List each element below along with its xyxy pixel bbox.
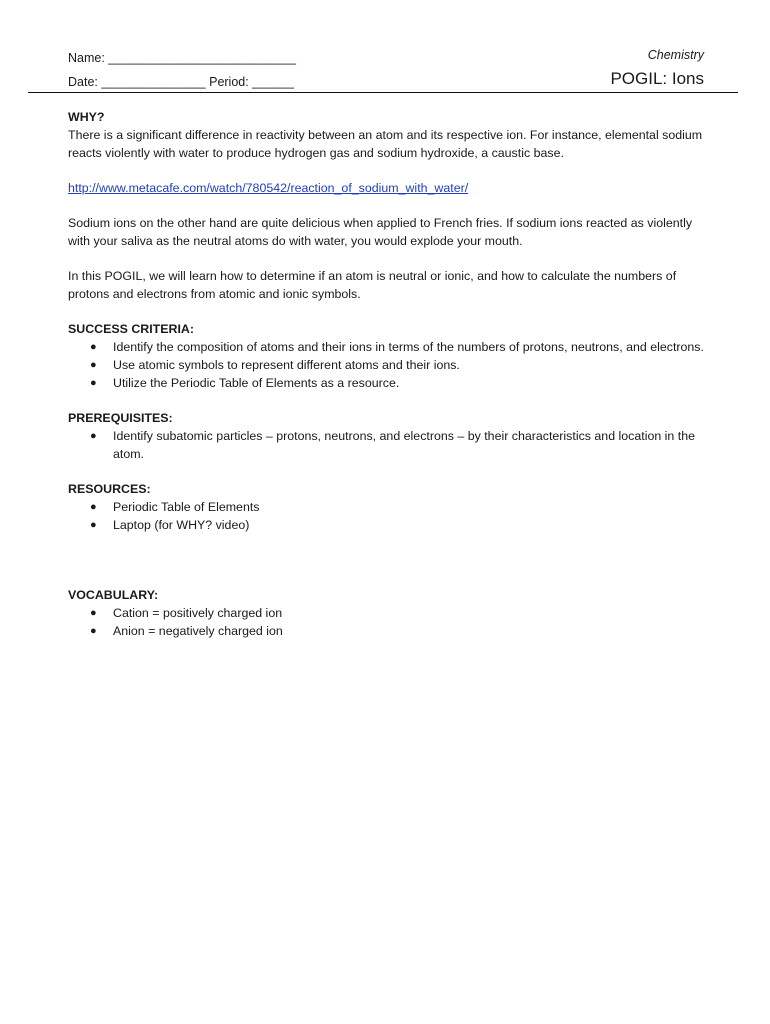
subject-label: Chemistry	[647, 48, 704, 62]
spacer	[68, 162, 704, 179]
list-item-text: Use atomic symbols to represent different atoms and their ions.	[113, 358, 460, 372]
list-item	[68, 427, 704, 463]
success-criteria-list	[68, 338, 704, 392]
worksheet-content	[68, 108, 704, 640]
bullet-icon: ●	[90, 430, 97, 442]
list-item-text: Identify subatomic particles – protons, neutrons, and electrons – by their characteristics and location in the atom.	[113, 429, 695, 461]
video-link-row	[68, 179, 704, 197]
spacer	[68, 534, 704, 586]
why-paragraph-1: There is a significant difference in reactivity between an atom and its respective ion. For instance, elemental sodium reacts violently with water to produce hydrogen gas and sodium hydroxide, a caustic base.	[68, 128, 703, 160]
list-item-text: Anion = negatively charged ion	[113, 624, 283, 638]
bullet-icon: ●	[90, 341, 97, 353]
list-item	[68, 338, 704, 356]
success-criteria-heading: SUCCESS CRITERIA:	[68, 322, 194, 336]
prerequisites-list	[68, 427, 704, 463]
list-item-text: Cation = positively charged ion	[113, 606, 283, 620]
why-paragraph-3: In this POGIL, we will learn how to determine if an atom is neutral or ionic, and how to calculate the numbers of protons and electrons from atomic and ionic symbols.	[68, 269, 677, 301]
spacer	[68, 392, 704, 409]
spacer	[68, 303, 704, 320]
list-item-text: Utilize the Periodic Table of Elements as a resource.	[113, 376, 400, 390]
vocabulary-heading: VOCABULARY:	[68, 588, 159, 602]
spacer	[68, 197, 704, 214]
prerequisites-heading: PREREQUISITES:	[68, 411, 173, 425]
header-title-block	[610, 46, 704, 92]
resources-list	[68, 498, 704, 534]
bullet-icon: ●	[90, 377, 97, 389]
worksheet-header	[68, 46, 704, 92]
bullet-icon: ●	[90, 501, 97, 513]
spacer	[68, 250, 704, 267]
student-info	[68, 46, 296, 94]
page-title: POGIL: Ions	[610, 69, 704, 88]
list-item-text: Periodic Table of Elements	[113, 500, 260, 514]
spacer	[68, 463, 704, 480]
resources-heading: RESOURCES:	[68, 482, 151, 496]
why-paragraph-2: Sodium ions on the other hand are quite delicious when applied to French fries. If sodium ions reacted as violently with your saliva as the neutral atoms do with water, you would explode your mouth.	[68, 216, 693, 248]
bullet-icon: ●	[90, 519, 97, 531]
list-item-text: Laptop (for WHY? video)	[113, 518, 250, 532]
vocabulary-list	[68, 604, 704, 640]
list-item	[68, 356, 704, 374]
list-item-text: Identify the composition of atoms and their ions in terms of the numbers of protons, neutrons, and electrons.	[113, 340, 704, 354]
bullet-icon: ●	[90, 359, 97, 371]
bullet-icon: ●	[90, 607, 97, 619]
header-divider	[28, 92, 738, 93]
video-link[interactable]: http://www.metacafe.com/watch/780542/reaction_of_sodium_with_water/	[68, 181, 469, 195]
name-line[interactable]: Name: ___________________________	[68, 51, 296, 65]
list-item	[68, 498, 704, 516]
list-item	[68, 374, 704, 392]
list-item	[68, 604, 704, 622]
list-item	[68, 516, 704, 534]
list-item	[68, 622, 704, 640]
date-period-line[interactable]: Date: _______________ Period: ______	[68, 75, 294, 89]
bullet-icon: ●	[90, 625, 97, 637]
why-heading: WHY?	[68, 110, 105, 124]
